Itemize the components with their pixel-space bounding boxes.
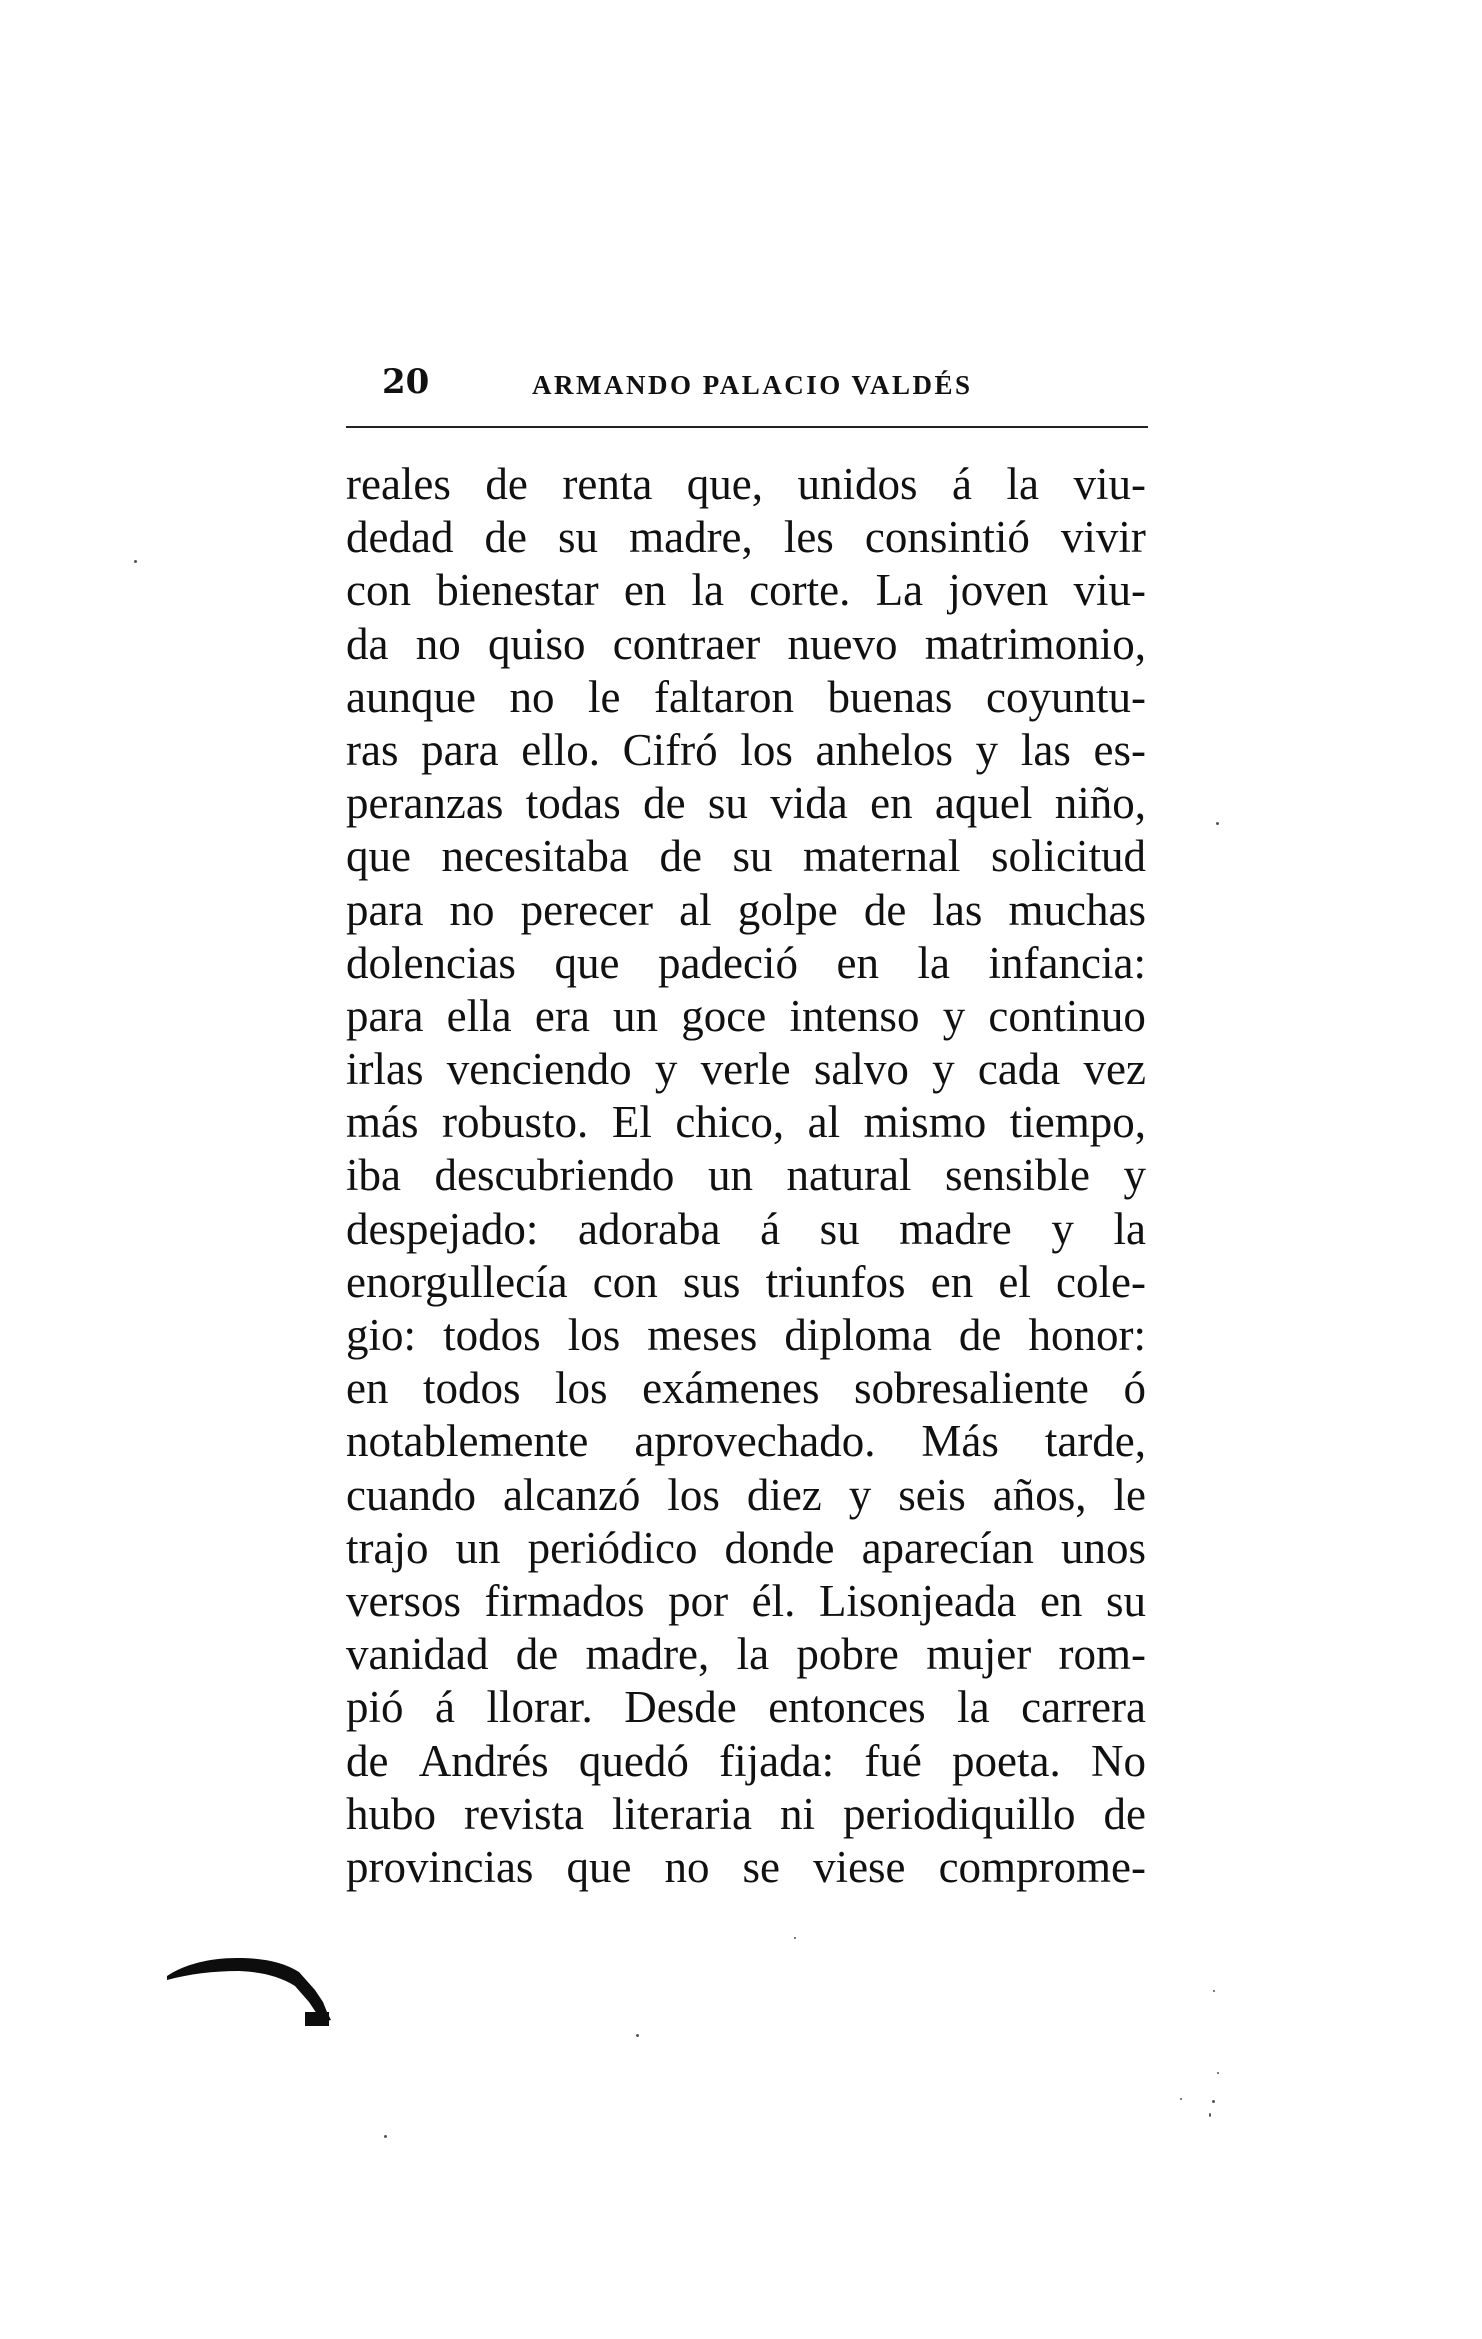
paper-speck <box>1213 1990 1215 1992</box>
paper-speck <box>1212 2100 1215 2103</box>
paper-speck <box>134 560 137 563</box>
text-line: de Andrés quedó fijada: fué poeta. No <box>346 1735 1146 1786</box>
paper-speck <box>384 2135 387 2138</box>
text-line: gio: todos los meses diploma de honor: <box>346 1310 1146 1360</box>
text-line: con bienestar en la corte. La joven viu- <box>346 565 1146 616</box>
text-line: despejado: adoraba á su madre y la <box>346 1203 1146 1254</box>
text-line: que necesitaba de su maternal solicitud <box>346 831 1146 882</box>
page-number: 20 <box>382 362 430 402</box>
running-head <box>346 360 1146 410</box>
text-line: irlas venciendo y verle salvo y cada vez <box>346 1044 1146 1095</box>
paper-speck <box>1209 2113 1211 2117</box>
body-text <box>346 458 1146 1894</box>
text-line: ras para ello. Cifró los anhelos y las es- <box>346 724 1146 775</box>
text-line: dolencias que padeció en la infancia: <box>346 937 1146 988</box>
header-rule <box>346 426 1148 428</box>
text-line: hubo revista literaria ni periodiquillo de <box>346 1788 1146 1839</box>
text-line: notablemente aprovechado. Más tarde, <box>346 1416 1146 1467</box>
text-line: reales de renta que, unidos á la viu- <box>346 459 1146 509</box>
text-line: para ella era un goce intenso y continuo <box>346 990 1146 1041</box>
paper-speck <box>1217 2072 1219 2074</box>
paper-speck <box>636 2034 639 2037</box>
text-line: enorgullecía con sus triunfos en el cole- <box>346 1256 1146 1307</box>
text-line: aunque no le faltaron buenas coyuntu- <box>346 671 1146 722</box>
paper-speck <box>794 1937 796 1939</box>
text-line: peranzas todas de su vida en aquel niño, <box>346 778 1146 829</box>
text-line: provincias que no se viese comprome- <box>346 1841 1146 1892</box>
text-line: vanidad de madre, la pobre mujer rom- <box>346 1629 1146 1680</box>
text-line: pió á llorar. Desde entonces la carrera <box>346 1682 1146 1733</box>
running-title: ARMANDO PALACIO VALDÉS <box>532 370 973 400</box>
text-line: en todos los exámenes sobresaliente ó <box>346 1363 1146 1414</box>
text-line: para no perecer al golpe de las muchas <box>346 884 1146 935</box>
text-line: iba descubriendo un natural sensible y <box>346 1150 1146 1201</box>
text-line: dedad de su madre, les consintió vivir <box>346 512 1146 563</box>
ink-blot-mark <box>165 1950 340 2030</box>
text-line: da no quiso contraer nuevo matrimonio, <box>346 618 1146 669</box>
paper-speck <box>1216 822 1219 825</box>
text-line: cuando alcanzó los diez y seis años, le <box>346 1469 1146 1520</box>
text-line: más robusto. El chico, al mismo tiempo, <box>346 1097 1146 1148</box>
text-line: versos firmados por él. Lisonjeada en su <box>346 1575 1146 1626</box>
text-line: trajo un periódico donde aparecían unos <box>346 1522 1146 1573</box>
paper-speck <box>1180 2098 1182 2100</box>
